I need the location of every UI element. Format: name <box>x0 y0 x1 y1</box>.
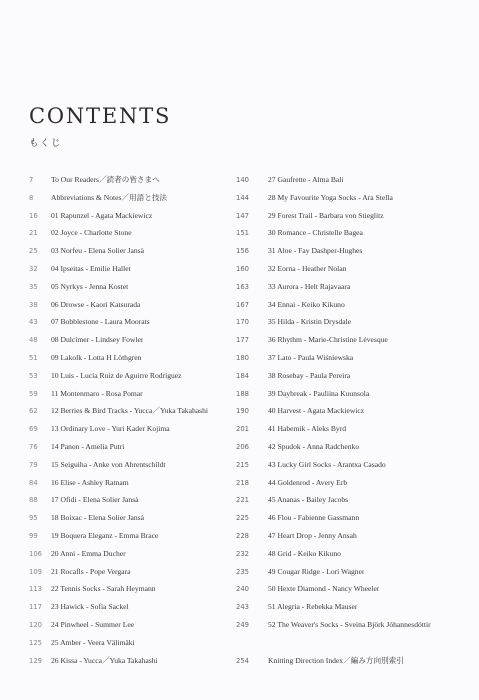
toc-page-number: 232 <box>236 549 249 558</box>
toc-entry-title: 33 Aurora - Helt Rajavaara <box>268 281 351 291</box>
toc-entry <box>236 192 468 210</box>
toc-page-number: 51 <box>29 353 38 362</box>
toc-entry-title: 21 Rocafls - Pope Vergara <box>51 566 131 576</box>
toc-entry-title: 05 Nyrkys - Jenna Kostet <box>51 281 129 291</box>
toc-page-number: 235 <box>236 567 249 576</box>
toc-page-number: 228 <box>236 531 249 540</box>
toc-entry-title: 18 Boixac - Elena Solier Jansà <box>51 513 144 523</box>
toc-page-number: 117 <box>29 603 42 612</box>
toc-page-number: 53 <box>29 371 38 380</box>
toc-entry <box>29 174 241 192</box>
toc-page-number: 147 <box>236 211 249 220</box>
toc-entry-title: To Our Readers／読者の皆さまへ <box>51 175 160 184</box>
toc-entry-title: 07 Bobblestone - Laura Moorats <box>51 317 150 327</box>
toc-page-number: 69 <box>29 425 38 434</box>
toc-page-number: 76 <box>29 442 38 451</box>
toc-entry-title: 20 Anni - Emma Ducher <box>51 548 126 558</box>
toc-page-number: 32 <box>29 264 38 273</box>
toc-entry <box>29 530 241 548</box>
page-title: CONTENTS <box>29 104 172 128</box>
toc-entry <box>236 423 468 441</box>
toc-entry-title: 52 The Weaver's Socks - Sveina Björk Jóhannesdóttir <box>268 619 431 629</box>
toc-entry-title: 38 Rosebay - Paula Pereira <box>268 370 351 380</box>
toc-entry-title: 13 Ordinary Love - Yuri Kader Kojima <box>51 424 170 434</box>
toc-page-number: 167 <box>236 300 249 309</box>
toc-entry-title: 39 Daybreak - Pauliina Kuunsola <box>268 388 370 398</box>
toc-page-number: 180 <box>236 353 249 362</box>
toc-entry <box>29 388 241 406</box>
toc-entry <box>29 459 241 477</box>
toc-entry-title: 10 Luis - Lucía Ruiz de Aguirre Rodríguez <box>51 370 182 380</box>
toc-page-number: 129 <box>29 656 42 665</box>
toc-entry <box>236 512 468 530</box>
toc-entry-title: 44 Goldenrod - Avery Erb <box>268 477 348 487</box>
toc-entry <box>236 548 468 566</box>
toc-entry-title: 45 Ananas - Bailey Jacobs <box>268 495 349 505</box>
toc-page-number: 206 <box>236 442 249 451</box>
toc-entry <box>236 655 468 673</box>
toc-entry <box>236 388 468 406</box>
toc-entry <box>236 619 468 637</box>
toc-page-number: 8 <box>29 193 34 202</box>
toc-entry <box>236 566 468 584</box>
toc-entry <box>236 281 468 299</box>
toc-entry <box>29 245 241 263</box>
toc-page-number: 221 <box>236 496 249 505</box>
toc-entry <box>29 281 241 299</box>
toc-entry <box>29 227 241 245</box>
toc-entry-title: 51 Alegria - Rebekka Mauser <box>268 602 358 612</box>
toc-entry <box>236 210 468 228</box>
toc-page-number: 243 <box>236 603 249 612</box>
toc-right-column <box>236 174 468 672</box>
toc-entry <box>29 494 241 512</box>
toc-entry <box>236 459 468 477</box>
toc-entry <box>29 210 241 228</box>
toc-entry <box>29 512 241 530</box>
toc-entry <box>29 566 241 584</box>
toc-entry-title: 46 Flou - Fabienne Gassmann <box>268 513 360 523</box>
toc-page-number: 177 <box>236 336 249 345</box>
toc-page-number: 156 <box>236 247 249 256</box>
toc-entry-title: 06 Drowse - Kaori Katsurada <box>51 299 141 309</box>
toc-entry-title: 08 Dulcimer - Lindsey Fowler <box>51 335 144 345</box>
toc-page-number: 88 <box>29 496 38 505</box>
toc-entry <box>29 619 241 637</box>
toc-entry <box>236 441 468 459</box>
toc-entry-title: 23 Hawick - Sofia Sackel <box>51 602 129 612</box>
toc-entry <box>236 352 468 370</box>
toc-entry <box>29 601 241 619</box>
toc-entry-title: Abbreviations & Notes／用語と技法 <box>51 192 168 202</box>
toc-entry-title: 27 Gaufrette - Alma Bali <box>268 175 344 184</box>
toc-page-number: 99 <box>29 531 38 540</box>
toc-page-number: 190 <box>236 407 249 416</box>
toc-entry-title: 29 Forest Trail - Barbara von Stieglitz <box>268 210 384 220</box>
toc-entry-title: 37 Lato - Paula Wiśniewska <box>268 352 354 362</box>
toc-entry <box>236 174 468 192</box>
toc-page-number: 120 <box>29 620 42 629</box>
toc-left-column <box>29 174 241 672</box>
toc-entry-title: 50 Hexte Diamond - Nancy Wheeler <box>268 584 380 594</box>
toc-entry <box>29 263 241 281</box>
toc-entry <box>29 192 241 210</box>
toc-page-number: 218 <box>236 478 249 487</box>
toc-entry-title: 01 Rapunzel - Agata Mackiewicz <box>51 210 153 220</box>
toc-entry-title: 32 Eorna - Heather Nolan <box>268 263 347 273</box>
toc-entry-title: 35 Hilda - Kristin Drysdale <box>268 317 352 327</box>
toc-entry-title: 02 Joyce - Charlotte Stone <box>51 228 132 238</box>
toc-entry-title: 16 Elise - Ashley Ratnam <box>51 477 129 487</box>
toc-entry-title: 04 Ipseitas - Emilie Hallet <box>51 263 131 273</box>
toc-page-number: 125 <box>29 638 42 647</box>
toc-page-number: 163 <box>236 282 249 291</box>
toc-page-number: 106 <box>29 549 42 558</box>
toc-entry <box>29 423 241 441</box>
toc-entry-title: 34 Ennai - Keiko Kikuno <box>268 299 345 309</box>
toc-entry-title: 19 Boquera Eleganz - Emma Brace <box>51 530 159 540</box>
toc-entry-title: 47 Heart Drop - Jenny Ansah <box>268 530 357 540</box>
toc-entry <box>236 334 468 352</box>
toc-entry <box>29 299 241 317</box>
toc-entry <box>236 494 468 512</box>
toc-page-number: 240 <box>236 585 249 594</box>
toc-entry <box>236 601 468 619</box>
toc-entry-title: 31 Aloe - Fay Dashper-Hughes <box>268 246 363 256</box>
toc-page-number: 254 <box>236 656 249 665</box>
toc-entry <box>29 477 241 495</box>
toc-page-number: 62 <box>29 407 38 416</box>
toc-entry <box>236 477 468 495</box>
toc-page-number: 249 <box>236 620 249 629</box>
toc-page-number: 170 <box>236 318 249 327</box>
toc-entry <box>236 263 468 281</box>
toc-entry-title: 40 Harvest - Agata Mackiewicz <box>268 406 365 416</box>
toc-page-number: 188 <box>236 389 249 398</box>
toc-entry-title: 12 Berries & Bird Tracks - Yucca／Yuka Takahashi <box>51 406 209 416</box>
toc-page-number: 25 <box>29 247 38 256</box>
toc-entry-title: 42 Spudok - Anna Radchenko <box>268 441 360 451</box>
toc-entry-title: 36 Rhythm - Marie-Christine Lévesque <box>268 335 388 345</box>
toc-page-number: 21 <box>29 229 38 238</box>
toc-entry <box>236 227 468 245</box>
toc-page-number: 43 <box>29 318 38 327</box>
toc-entry-title: 28 My Favourite Yoga Socks - Ara Stella <box>268 192 393 202</box>
toc-page-number: 59 <box>29 389 38 398</box>
toc-page-number: 38 <box>29 300 38 309</box>
toc-entry-title: 03 Norfeu - Elena Solier Jansà <box>51 246 144 256</box>
toc-entry <box>29 370 241 388</box>
toc-entry <box>29 548 241 566</box>
toc-entry-title: 24 Pinwheel - Summer Lee <box>51 619 135 629</box>
toc-entry <box>236 405 468 423</box>
toc-entry <box>236 316 468 334</box>
page-subtitle: もくじ <box>29 138 63 149</box>
toc-entry <box>29 334 241 352</box>
toc-page-number: 35 <box>29 282 38 291</box>
toc-entry <box>29 405 241 423</box>
toc-entry <box>29 441 241 459</box>
toc-entry-title: 22 Tennis Socks - Sarah Heymann <box>51 584 156 594</box>
toc-entry <box>29 316 241 334</box>
toc-page-number: 7 <box>29 176 34 184</box>
toc-entry <box>236 530 468 548</box>
toc-entry-title: 26 Kissa - Yucca／Yuka Takahashi <box>51 655 158 665</box>
toc-entry-title: 41 Habemik - Aleks Byrd <box>268 424 347 434</box>
toc-entry-title: 11 Montenmaro - Rosa Pomar <box>51 388 143 398</box>
toc-entry-title: 14 Panon - Amelia Putri <box>51 441 125 451</box>
toc-page-number: 48 <box>29 336 38 345</box>
toc-entry <box>29 583 241 601</box>
toc-entry <box>236 299 468 317</box>
toc-page-number: 225 <box>236 514 249 523</box>
toc-entry <box>29 352 241 370</box>
toc-entry-title: 17 Ofidi - Elena Solier Jansà <box>51 495 139 505</box>
toc-page-number: 215 <box>236 460 249 469</box>
toc-entry-title: Knitting Direction Index／編み方向別索引 <box>268 655 404 665</box>
toc-page-number: 140 <box>236 176 249 184</box>
toc-page-number: 151 <box>236 229 249 238</box>
toc-page-number: 144 <box>236 193 249 202</box>
toc-page-number: 79 <box>29 460 38 469</box>
toc-page-number: 95 <box>29 514 38 523</box>
toc-page-number: 109 <box>29 567 42 576</box>
toc-entry <box>236 245 468 263</box>
toc-page-number: 113 <box>29 585 42 594</box>
toc-page-number: 201 <box>236 425 249 434</box>
toc-entry <box>29 637 241 655</box>
toc-entry-title: 43 Lucky Girl Socks - Arantxa Casado <box>268 459 386 469</box>
toc-entry <box>236 583 468 601</box>
toc-page-number: 160 <box>236 264 249 273</box>
toc-entry-title: 49 Cougar Ridge - Lori Wagner <box>268 566 365 576</box>
toc-entry-title: 15 Seiguiha - Anke von Ahrentschildt <box>51 459 166 469</box>
toc-page-number: 84 <box>29 478 38 487</box>
toc-entry <box>29 655 241 673</box>
toc-entry-title: 09 Lakolk - Lotta H Löthgren <box>51 352 142 362</box>
toc-page-number: 16 <box>29 211 38 220</box>
toc-entry-title: 25 Amber - Veera Välimäki <box>51 637 135 647</box>
toc-entry-title: 30 Romance - Christelle Bagea <box>268 228 363 238</box>
toc-entry-title: 48 Grid - Keiko Kikuno <box>268 548 341 558</box>
toc-entry <box>236 370 468 388</box>
toc-page-number: 184 <box>236 371 249 380</box>
